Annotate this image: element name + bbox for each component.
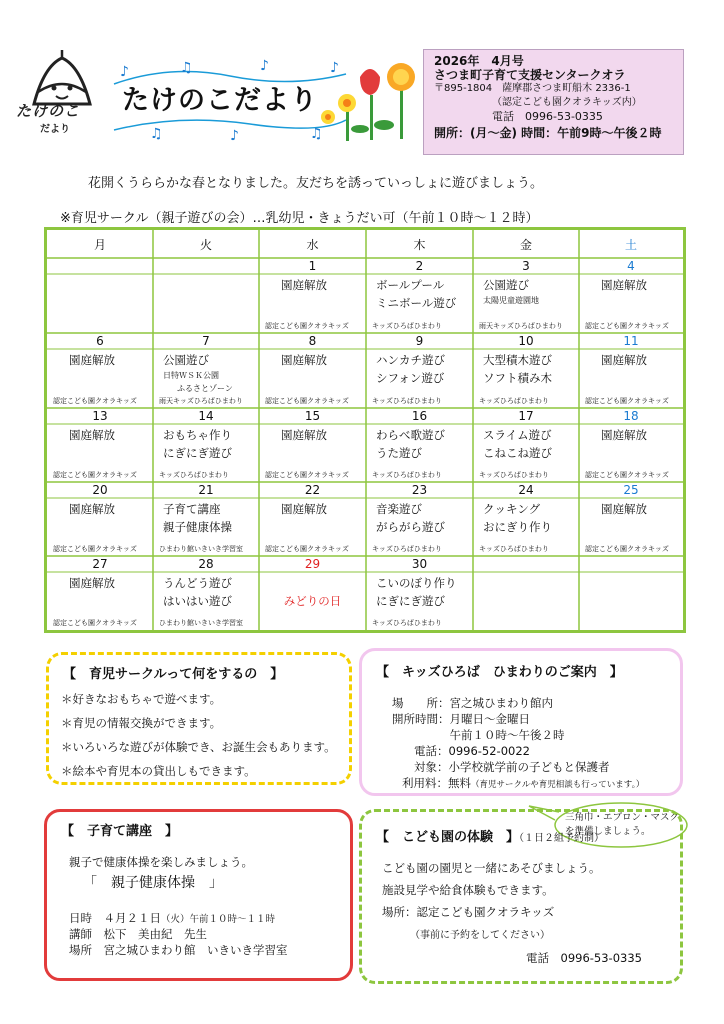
event-venue: 雨天キッズひろばひまわり (159, 397, 243, 405)
event-text (281, 426, 376, 444)
event-line: 公園遊び (163, 353, 209, 367)
event-text (601, 351, 693, 369)
event-line: 園庭解放 (601, 353, 647, 367)
event-venue: ひまわり館いきいき学習室 (159, 619, 243, 627)
center-name: さつま町子育て支援センタークオラ (434, 68, 626, 82)
issue-label: 2026年 4月号 (434, 54, 524, 68)
experience-line: こども園の園児と一緒にあそびましょう。 (382, 861, 601, 875)
event-text (601, 426, 693, 444)
day-number: 30 (411, 557, 428, 571)
event-line: ボールプール (376, 278, 445, 292)
day-number: 22 (304, 483, 321, 497)
kids-hiroba-fee (402, 775, 644, 791)
event-line: おにぎり作り (483, 520, 552, 534)
event-text (281, 500, 376, 518)
event-line: にぎにぎ遊び (376, 594, 445, 608)
event-venue: 認定こども園クオラキッズ (53, 619, 137, 627)
event-line: ソフト積み木 (483, 371, 552, 385)
day-number: 7 (202, 334, 210, 348)
svg-text:♪: ♪ (260, 58, 269, 74)
newsletter-title: たけのこだより (122, 85, 318, 116)
day-number: 10 (518, 334, 534, 348)
event-venue: ひまわり館いきいき学習室 (159, 545, 243, 553)
day-number: 25 (623, 483, 639, 497)
center-address: 〒895-1804 薩摩郡さつま町船木 2336-1 (434, 83, 631, 94)
event-line: がらがら遊び (376, 520, 445, 534)
day-number: 8 (308, 334, 317, 348)
day-number: 27 (92, 557, 108, 571)
day-number: 21 (198, 483, 214, 497)
event-text (163, 351, 257, 395)
kids-hiroba-title: 【 キッズひろば ひまわりのご案内 】 (376, 665, 623, 680)
event-line: 園庭解放 (601, 428, 647, 442)
event-text (69, 426, 163, 444)
event-line: 園庭解放 (601, 278, 647, 292)
event-venue: 雨天キッズひろばひまわり (479, 322, 563, 330)
day-number: 14 (198, 409, 214, 423)
event-line: 園庭解放 (69, 428, 115, 442)
kids-hiroba-hours: 午前１０時～午後２時 (392, 728, 565, 742)
event-venue: 認定こども園クオラキッズ (265, 471, 349, 479)
center-hours: 開所：(月～金) 時間：午前9時～午後２時 (434, 126, 662, 140)
logo-subtext: だより (40, 124, 70, 135)
event-venue: キッズひろばひまわり (372, 397, 442, 405)
svg-text:♪: ♪ (330, 60, 339, 76)
weekday-header: 金 (519, 238, 532, 252)
event-text (483, 351, 577, 387)
event-text (281, 276, 376, 294)
lecture-intro: 親子で健康体操を楽しみましょう。 (69, 855, 253, 869)
center-location-note: （認定こども園クオラキッズ内） (492, 97, 642, 108)
circle-info-item: ＊育児の情報交換ができます。 (61, 716, 222, 730)
experience-box (359, 809, 683, 984)
lecture-title: 【 子育て講座 】 (61, 824, 179, 839)
kids-hiroba-days: 開所時間：月曜日～金曜日 (392, 712, 530, 726)
event-venue: 認定こども園クオラキッズ (265, 322, 349, 330)
weekday-header: 火 (199, 238, 212, 252)
event-venue: 認定こども園クオラキッズ (53, 545, 137, 553)
day-number: 18 (623, 409, 639, 423)
day-number: 17 (518, 409, 534, 423)
event-line: はいはい遊び (163, 594, 232, 608)
circle-info-title: 【 育児サークルって何をするの 】 (63, 667, 284, 682)
event-text (69, 351, 163, 369)
event-text (163, 574, 257, 610)
event-text (163, 426, 257, 462)
day-number: 20 (92, 483, 108, 497)
experience-line: （事前に予約をしてください） (410, 930, 550, 941)
circle-info-item: ＊いろいろな遊びが体験でき、お誕生会もあります。 (61, 740, 336, 754)
event-venue: キッズひろばひまわり (372, 322, 442, 330)
event-venue: 認定こども園クオラキッズ (53, 397, 137, 405)
event-line: 音楽遊び (376, 502, 422, 516)
kids-hiroba-fee-note: （育児サークルや育児相談も行っています。） (471, 780, 645, 790)
kids-hiroba-box (359, 648, 683, 796)
event-line: 大型積木遊び (483, 353, 552, 367)
reminder-line: 三角巾・エプロン・マスク (565, 812, 680, 823)
svg-text:♫: ♫ (180, 60, 193, 76)
event-line: スライム遊び (483, 428, 552, 442)
event-text (483, 276, 577, 307)
event-venue: 認定こども園クオラキッズ (585, 322, 669, 330)
event-venue: キッズひろばひまわり (159, 471, 229, 479)
event-line: 公園遊び (483, 278, 529, 292)
event-text (259, 592, 366, 610)
kids-hiroba-target: 対象：小学校就学前の子どもと保護者 (414, 760, 610, 774)
circle-info-box (46, 652, 352, 785)
weekday-header: 水 (306, 238, 319, 252)
event-line: 園庭解放 (69, 502, 115, 516)
lecture-place: 場所 宮之城ひまわり館 いきいき学習室 (69, 943, 288, 957)
event-line: ハンカチ遊び (376, 353, 445, 367)
event-line: 園庭解放 (281, 502, 327, 516)
event-line: みどりの日 (283, 594, 342, 608)
experience-line: 場所：認定こども園クオラキッズ (382, 905, 555, 919)
day-number: 11 (623, 334, 639, 348)
lecture-box (44, 809, 353, 981)
reminder-line: を準備しましょう。 (565, 826, 651, 837)
experience-title (376, 826, 604, 845)
event-venue: キッズひろばひまわり (372, 545, 442, 553)
event-line: うた遊び (376, 446, 422, 460)
weekday-header: 月 (93, 238, 106, 252)
experience-line: 施設見学や給食体験もできます。 (382, 883, 554, 897)
lecture-name: 「 親子健康体操 」 (83, 875, 223, 891)
event-venue: キッズひろばひまわり (372, 619, 442, 627)
event-line: うんどう遊び (163, 576, 232, 590)
event-venue: 認定こども園クオラキッズ (585, 397, 669, 405)
day-number: 29 (304, 557, 321, 571)
kids-hiroba-place: 場 所：宮之城ひまわり館内 (392, 696, 553, 710)
circle-info-item: ＊好きなおもちゃで遊べます。 (61, 692, 222, 706)
logo-text: たけのこ (16, 102, 81, 120)
day-number: 3 (522, 259, 530, 273)
svg-text:♪: ♪ (230, 128, 239, 142)
day-number: 2 (415, 259, 424, 273)
event-text (163, 500, 257, 536)
event-location: ふるさとゾーン (177, 384, 233, 393)
day-number: 13 (92, 409, 108, 423)
event-line: シフォン遊び (376, 371, 445, 385)
svg-text:♪: ♪ (120, 64, 129, 80)
event-line: おもちゃ作り (163, 428, 232, 442)
event-line: こいのぼり作り (376, 576, 457, 590)
lecture-date-detail: （火）午前１０時～１１時 (161, 914, 276, 925)
event-line: 園庭解放 (281, 278, 327, 292)
weekday-header: 木 (413, 238, 426, 252)
event-line: クッキング (483, 502, 541, 516)
event-line: こねこね遊び (483, 446, 552, 460)
event-venue: 認定こども園クオラキッズ (265, 545, 349, 553)
center-phone: 電話 0996-53-0335 (492, 110, 603, 123)
circle-note: ※育児サークル（親子遊びの会）…乳幼児・きょうだい可（午前１０時～１２時） (60, 211, 539, 226)
event-line: 園庭解放 (281, 353, 327, 367)
lecture-lecturer: 講師 松下 美由紀 先生 (69, 927, 207, 941)
event-line: 園庭解放 (281, 428, 327, 442)
event-text (281, 351, 376, 369)
event-venue: キッズひろばひまわり (479, 471, 549, 479)
day-number: 6 (96, 334, 104, 348)
day-number: 1 (308, 259, 317, 273)
day-number: 4 (627, 259, 635, 273)
flowers-illustration (310, 55, 420, 145)
weekday-header: 土 (624, 238, 637, 252)
event-venue: 認定こども園クオラキッズ (585, 471, 669, 479)
event-text (69, 574, 163, 592)
circle-info-item: ＊絵本や育児本の貸出しもできます。 (61, 764, 256, 778)
event-location: 太陽児童遊園地 (483, 296, 539, 305)
event-location: 日特ＷＳＫ公園 (163, 371, 219, 380)
kids-hiroba-phone: 電話：0996-52-0022 (414, 744, 530, 758)
experience-phone: 電話 0996-53-0335 (526, 951, 642, 965)
event-line: 園庭解放 (69, 353, 115, 367)
event-text (601, 276, 693, 294)
event-text (69, 500, 163, 518)
event-text (376, 351, 471, 387)
event-line: 子育て講座 (163, 502, 221, 516)
event-venue: キッズひろばひまわり (479, 545, 549, 553)
event-line: わらべ歌遊び (376, 428, 445, 442)
event-text (376, 276, 471, 312)
lecture-date (69, 910, 275, 926)
event-venue: 認定こども園クオラキッズ (265, 397, 349, 405)
event-text (376, 574, 471, 610)
center-info-box (423, 49, 684, 155)
day-number: 28 (198, 557, 214, 571)
experience-title-main: 【 こども園の体験 】 (376, 830, 520, 845)
event-line: 親子健康体操 (163, 520, 232, 534)
day-number: 15 (304, 409, 321, 423)
event-venue: キッズひろばひまわり (372, 471, 442, 479)
event-text (376, 426, 471, 462)
event-text (483, 500, 577, 536)
svg-text:♫: ♫ (310, 126, 323, 142)
day-number: 16 (411, 409, 428, 423)
event-line: にぎにぎ遊び (163, 446, 232, 460)
event-text (601, 500, 693, 518)
kids-hiroba-fee-label: 利用料：無料 (402, 776, 471, 790)
event-venue: 認定こども園クオラキッズ (585, 545, 669, 553)
event-line: 園庭解放 (69, 576, 115, 590)
event-text (483, 426, 577, 462)
experience-title-note: （１日２組予約制） (519, 833, 605, 844)
lecture-date-label: 日時 ４月２１日 (69, 911, 161, 925)
day-number: 24 (518, 483, 534, 497)
event-line: ミニボール遊び (376, 296, 457, 310)
day-number: 9 (415, 334, 424, 348)
event-line: 園庭解放 (601, 502, 647, 516)
event-venue: キッズひろばひまわり (479, 397, 549, 405)
event-text (376, 500, 471, 536)
event-venue: 認定こども園クオラキッズ (53, 471, 137, 479)
intro-text: 花開くうららかな春となりました。友だちを誘っていっしょに遊びましょう。 (88, 176, 544, 191)
svg-text:♫: ♫ (150, 126, 163, 142)
day-number: 23 (411, 483, 428, 497)
flowers-icon (310, 55, 420, 145)
